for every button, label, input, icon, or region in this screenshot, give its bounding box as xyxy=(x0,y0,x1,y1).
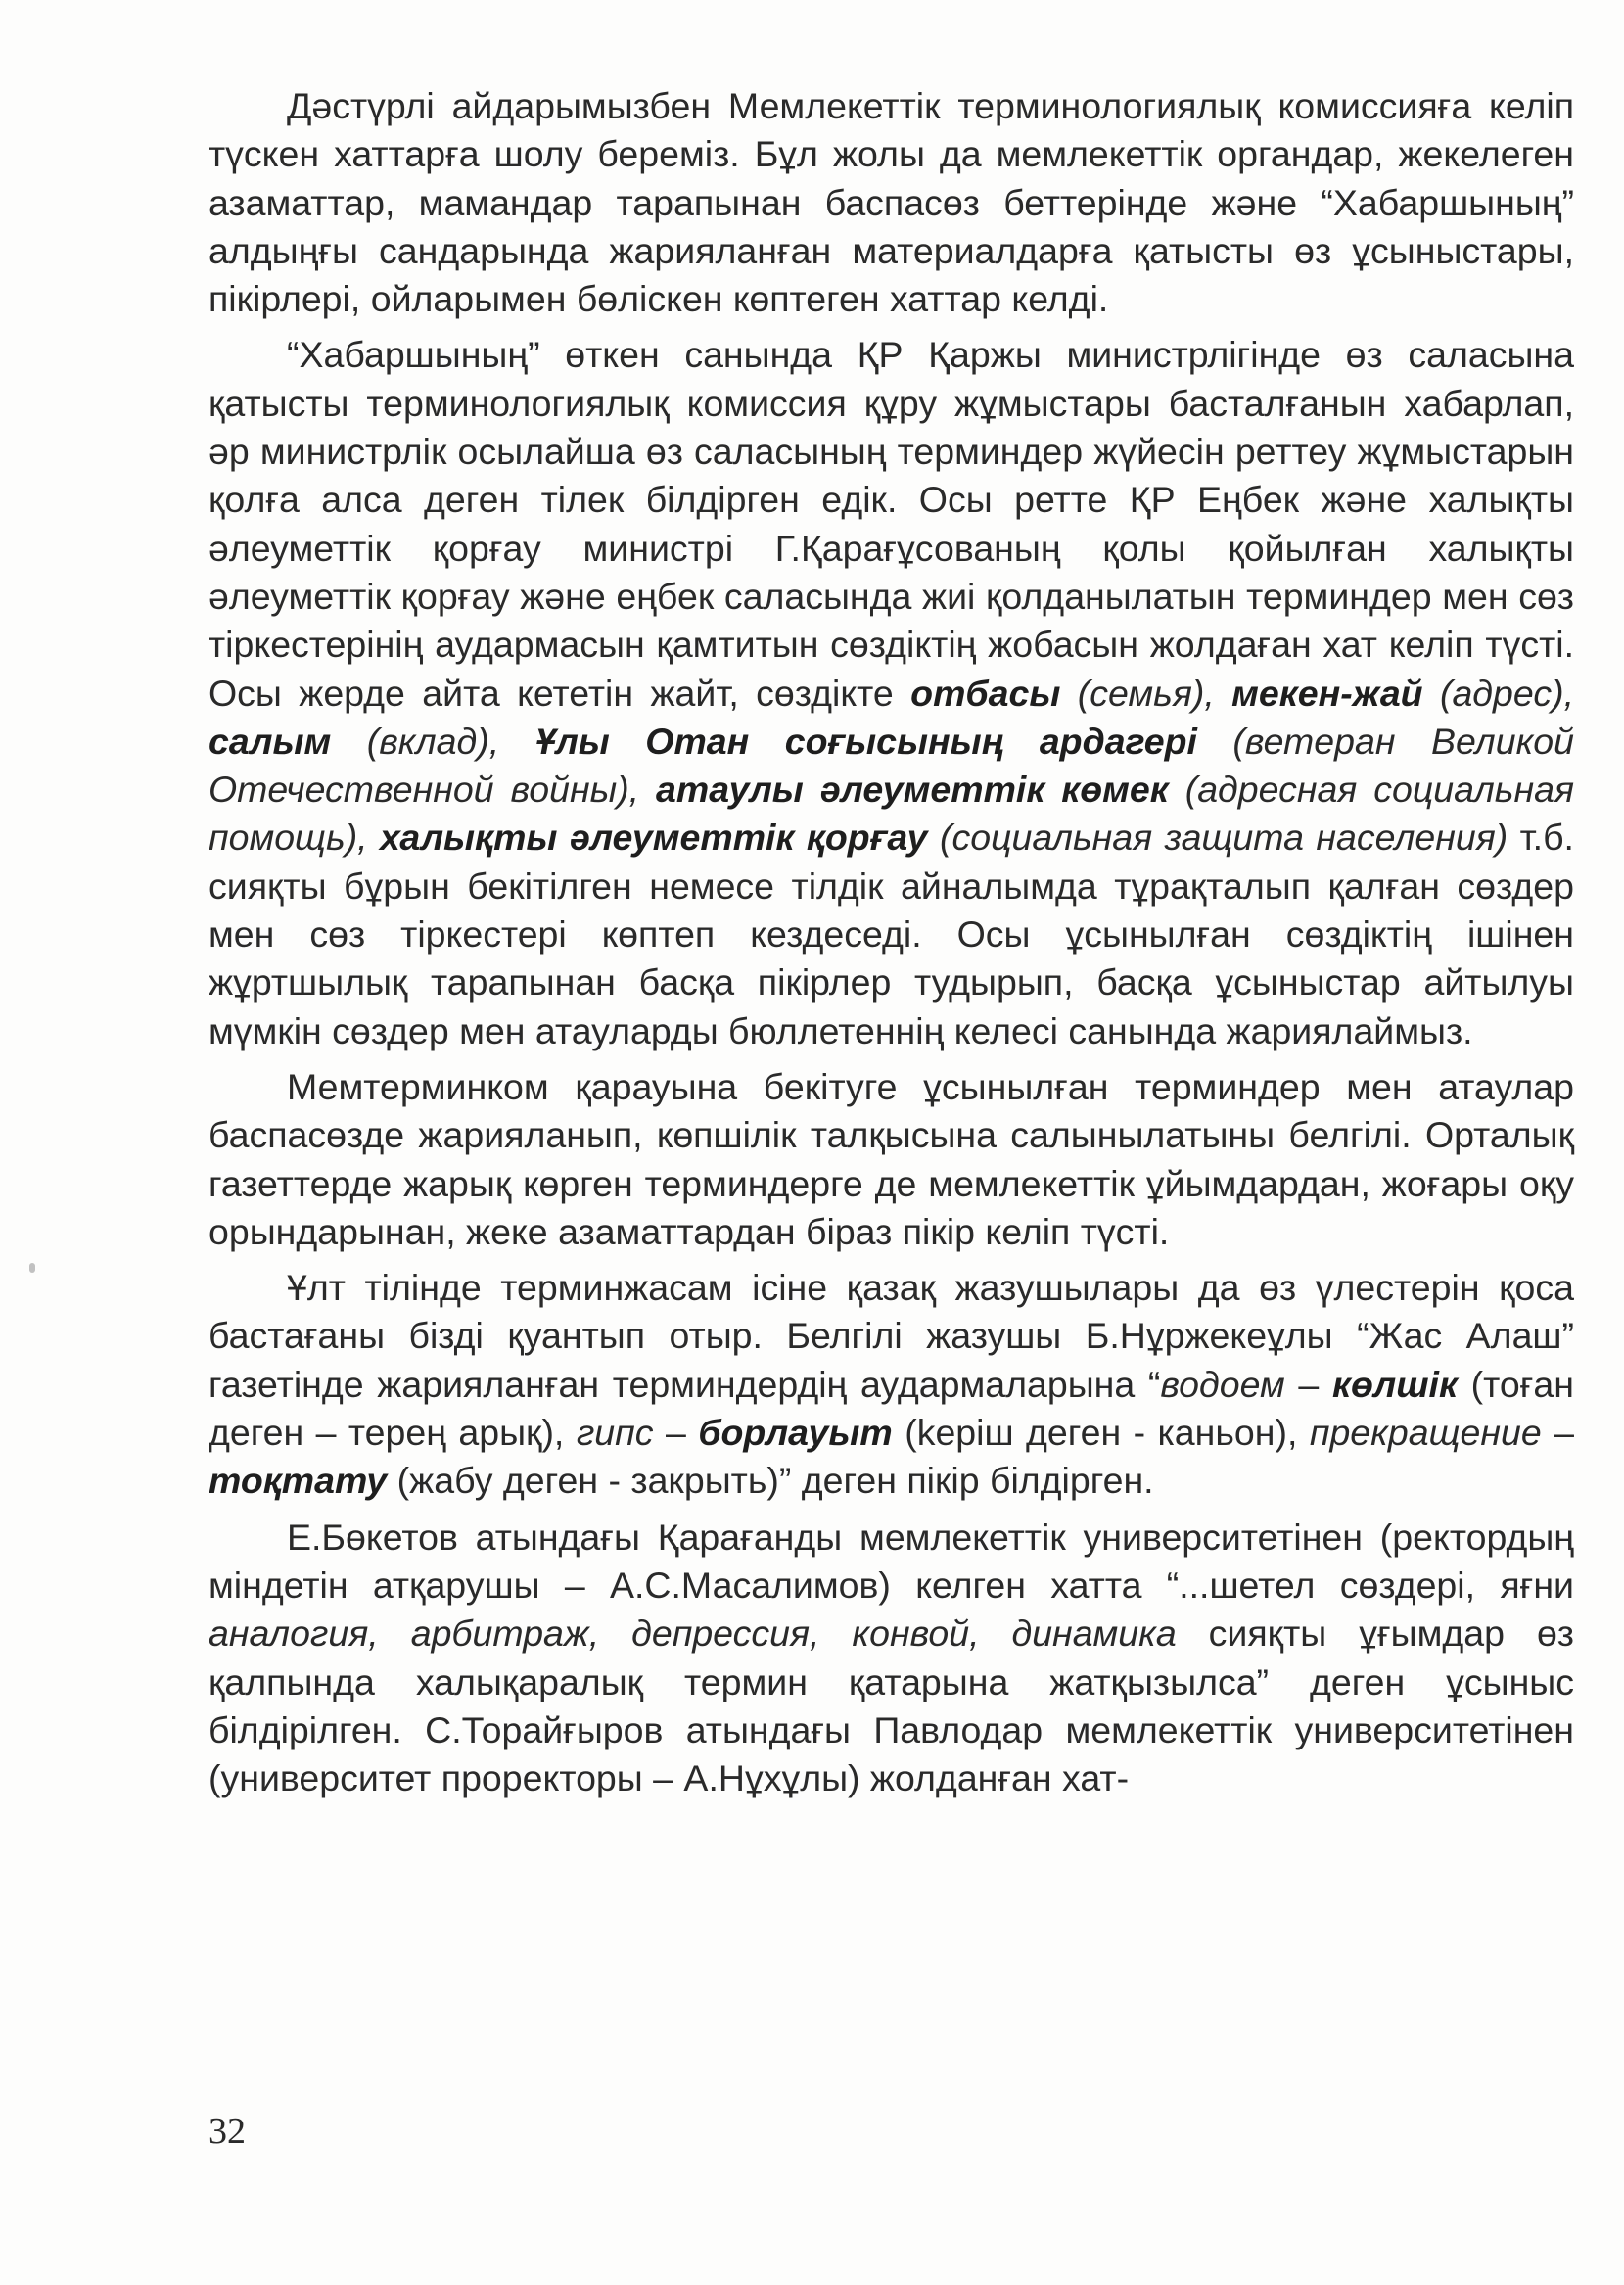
paragraph xyxy=(209,82,1574,323)
term-bold-italic: борлауыт xyxy=(698,1412,893,1454)
text-italic: (адрес), xyxy=(1422,672,1574,714)
text-italic: водоем xyxy=(1160,1363,1285,1405)
text-italic: аналогия, арбитраж, депрессия, конвой, динамика xyxy=(209,1612,1177,1655)
text-run: (жабу деген - закрыть)” деген пікір білдірген. xyxy=(387,1460,1154,1502)
text-run: (тоған деген – терең арық), xyxy=(209,1363,1574,1454)
text-italic: (семья), xyxy=(1060,672,1232,714)
term-bold-italic: көлшік xyxy=(1331,1363,1458,1405)
term-bold-italic: халықты әлеуметтік қорғау xyxy=(380,816,928,859)
text-run: Е.Бөкетов атындағы Қарағанды мемлекеттік университетінен (ректордың міндетін атқарушы – А.С.Масалимов) келген хатта “...шетел сөздері, яғни xyxy=(209,1516,1574,1606)
page-number: 32 xyxy=(209,2111,246,2152)
text-run: (keріш деген - каньон), xyxy=(892,1412,1310,1454)
term-bold-italic: тоқтату xyxy=(209,1460,388,1502)
paragraph xyxy=(209,1063,1574,1256)
term-bold-italic: салым xyxy=(209,720,332,762)
text-run: “Хабаршының” өткен санында ҚР Қаржы министрлігінде өз саласына қатысты терминологиялық комиссия құру жұмыстары басталғанын хабарлап, әр министрлік осылайша өз саласының терминдер жүйесін реттеу жұмыстарын қолға алса деген тілек білдірген едік. Осы ретте ҚР Еңбек және халықты әлеуметтік қорғау министрі Г.Қарағұсованың қолы қойылған халықты әлеуметтік қорғау және еңбек саласында жиі қолданылатын терминдер мен сөз тіркестерінің аудармасын қамтитын сөздіктің жобасын жолдаған хат келіп түсті. Осы жерде айта кететін жайт, сөздікте xyxy=(209,334,1574,714)
text-italic: (адресная социальная помощь), xyxy=(209,769,1574,859)
term-bold-italic: отбасы xyxy=(910,672,1061,714)
term-bold-italic: Ұлы Отан соғысының ардагері xyxy=(534,720,1197,762)
text-run: т.б. сияқты бұрын бекітілген немесе тілдік айналымда тұрақталып қалған сөздер мен сөз тіркестері көптеп кездеседі. Осы ұсынылған сөздіктің ішінен жұртшылық тарапынан басқа пікірлер тудырып, басқа ұсыныстар айтылуы мүмкін сөздер мен атауларды бюллетеннің келесі санында жариялаймыз. xyxy=(209,816,1574,1051)
body-text xyxy=(209,82,1574,1802)
text-run: Мемтерминком қарауына бекітуге ұсынылған терминдер мен атаулар баспасөзде жарияланып, көпшілік талқысына салынылатыны белгілі. Орталық газеттерде жарық көрген терминдерге де мемлекеттік ұйымдардан, жоғары оқу орындарынан, жеке азаматтардан біраз пікір келіп түсті. xyxy=(209,1065,1574,1252)
scan-speck xyxy=(29,1263,35,1273)
text-italic: прекращение xyxy=(1309,1412,1542,1454)
text-run: – xyxy=(653,1412,699,1454)
paragraph xyxy=(209,331,1574,1054)
text-run: Дәстүрлі айдарымызбен Мемлекеттік терминологиялық комиссияға келіп түскен хаттарға шолу береміз. Бұл жолы да мемлекеттік органдар, жекелеген азаматтар, мамандар тарапынан баспасөз беттерінде және “Хабаршының” алдыңғы сандарында жарияланған материалдарға қатысты өз ұсыныстары, пікірлері, ойларымен бөліскен көптеген хаттар келді. xyxy=(209,85,1574,320)
text-run: Ұлт тілінде терминжасам ісіне қазақ жазушылары да өз үлестерін қоса бастағаны бізді қуантып отыр. Белгілі жазушы Б.Нұржекеұлы “Жас Алаш” газетінде жарияланған терминдердің аудармаларына “ xyxy=(209,1267,1574,1405)
text-italic: (социальная защита населения) xyxy=(927,816,1508,859)
paragraph xyxy=(209,1264,1574,1505)
text-italic: (вклад), xyxy=(331,720,535,762)
text-run: – xyxy=(1541,1412,1575,1454)
term-bold-italic: мекен-жай xyxy=(1231,672,1423,714)
text-italic: гипс xyxy=(576,1412,654,1454)
paragraph xyxy=(209,1514,1574,1803)
text-run: сияқты ұғымдар өз қалпында халықаралық термин қатарына жатқызылса” деген ұсыныс білдірілген. С.Торайғыров атындағы Павлодар мемлекеттік университетінен (университет проректоры – А.Нұхұлы) жолданған хат- xyxy=(209,1612,1574,1799)
text-run: – xyxy=(1284,1363,1332,1405)
term-bold-italic: атаулы әлеуметтік көмек xyxy=(656,769,1169,811)
text-italic: (ветеран Великой Отечественной войны), xyxy=(209,720,1574,811)
